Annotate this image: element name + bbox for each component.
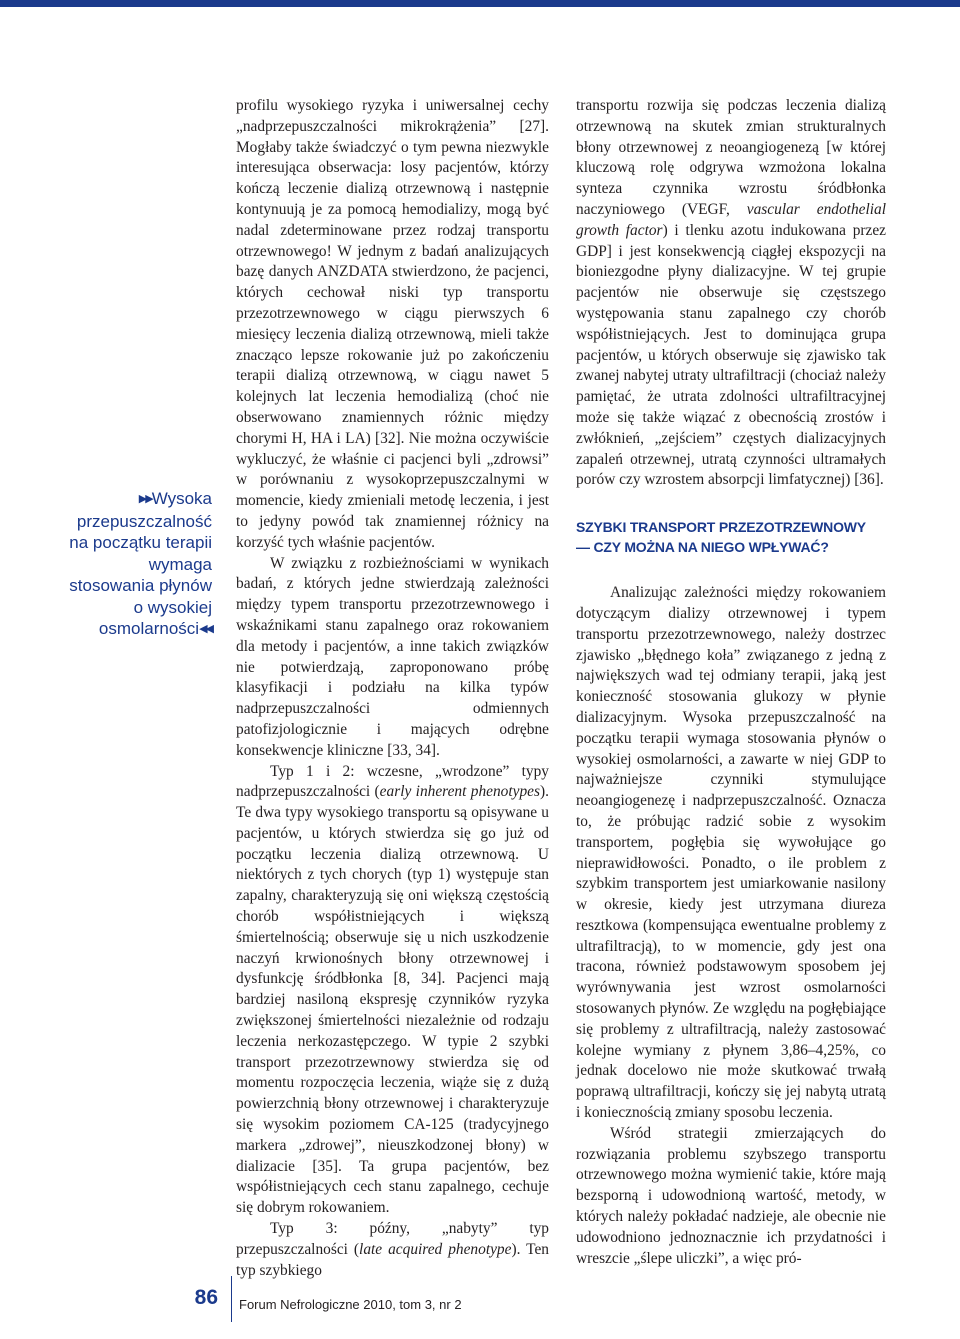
paragraph <box>236 762 549 1220</box>
paragraph: W związku z rozbieżnościami w wynikach badań, z których jedne stwierdzają zależności między typem transportu przezotrzewnowego i wskaźnikami stanu zapalnego oraz rokowaniem dla metody i pacjentów, a inne takich związków nie potwierdzają, zaproponowano próbę klasyfikacji i podziału na kilka typów nadprzepuszczalności odmiennych patofizjologicznie i mających odrębne konsekwencje kliniczne [33, 34]. <box>236 554 549 759</box>
pull-quote <box>60 488 212 641</box>
heading-line: — CZY MOŻNA NA NIEGO WPŁYWAĆ? <box>576 539 829 556</box>
section-heading <box>576 517 886 557</box>
footer-divider <box>231 1276 232 1322</box>
italic-term: vascular endothelial growth factor <box>576 200 887 239</box>
paragraph <box>576 96 886 491</box>
paragraph: Analizując zależności między rokowaniem dotyczącym dializy otrzewnowej i typem transportu przezotrzewnowego, należy dostrzec zjawisko „błędnego koła” związanego z jedną z największych wad tej odmiany terapii, jaką jest konieczność stosowania glukozy w płynie dializacyjnym. Wysoka przepuszczalność na początku terapii wymaga stosowania płynów o wysokiej osmolarności, a zawarte w niej GDP to najważniejsze czynniki stymulujące neoangiogenezę i nadprzepuszczalność. Oznacza to, że próbując radzić sobie z wysokim transportem, pogłębia się wywołujące go nieprawidłowości. Ponadto, o ile problem z szybkim transportem jest umiarkowanie nasilony w okresie, kiedy jest utrzymana diureza resztkowa (kompensująca ewentualne problemy z ultrafiltracją), to w momencie, gdy jest ona tracona, również podstawowym sposobem jej wyrównywania jest wzrost osmolarności stosowanych płynów. Ze względu na pogłębiające się problemy z ultrafiltracją, należy zastosować kolejne wymiany z płynem 3,86–4,25%, co jednak docelowo nie może skutkować trwałą poprawą ultrafiltracji, kończy się jej nabytą utratą i koniecznością zmiany sposobu leczenia. <box>576 584 886 1122</box>
paragraph <box>236 1219 549 1281</box>
text-run: ). Te dwa typy wysokiego transportu są opisywane u pacjentów, u których stwierdza się go już od początku leczenia dializą otrzewnową. U niektórych z tych chorych (typ 1) występuje stan zapalny, charakteryzują się oni większą częstością chorób współistniejących i większą śmiertelnością; obserwuje się u nich uszkodzenie naczyń krwionośnych błony otrzewnowej i dysfunkcję śródbłonka [8, 34]. Pacjenci mają bardziej nasiloną ekspresję czynników ryzyka zwiększonej śmiertelności niezależnie od rodzaju leczenia nerkozastępczego. W typie 2 szybki transport przezotrzewnowy stwierdza się od momentu rozpoczęcia leczenia, wiąże się z dużą powierzchnią błony otrzewnowej i charakteryzuje się wysokim poziomem CA-125 (tradycyjnego markera „zdrowej”, nieuszkodzonej błony) w dializacie [35]. Ta grupa pacjentów, bez współistniejących cech stanu zapalnego, cechuje się dobrym rokowaniem. <box>236 783 549 1217</box>
text-run: ). Ten typ szybkiego <box>236 1240 549 1279</box>
italic-term: late acquired phenotype <box>359 1240 512 1258</box>
page-number: 86 <box>194 1286 218 1309</box>
journal-citation: Forum Nefrologiczne 2010, tom 3, nr 2 <box>239 1297 462 1312</box>
paragraph: profilu wysokiego ryzyka i uniwersalnej cechy „nadprzepuszczalności mikrokrążenia” [27]. Mogłaby także świadczyć o tym pewna niezwykle interesująca obserwacja: losy pacjentów, którzy kończą leczenie dializą otrzewnową i następnie kontynuują je za pomocą hemodializy, mogą być nadal zdeterminowane przez rodzaj transportu otrzewnowego! W jednym z badań analizujących bazę danych ANZDATA stwierdzono, że pacjenci, których cechował niski typ transportu przezotrzewnowego w ciągu pierwszych 6 miesięcy leczenia dializą otrzewnową, mieli także znacząco lepsze rokowanie już po zakończeniu terapii dializą otrzewnową, w ciągu nawet 5 kolejnych lat leczenia hemodializą (choć nie obserwowano znamiennych różnic między chorymi H, HA i LA) [32]. Nie można oczywiście wykluczyć, że właśnie ci pacjenci byli „zdrowsi” w porównaniu z wysokoprzepuszczalnymi w momencie, kiedy zmieniali metodę leczenia, i jest to jedyny powód tak znamiennej różnicy na korzyść tych właśnie pacjentów. <box>236 97 549 551</box>
text-run: Typ 3: późny, „nabyty” typ przepuszczalności ( <box>236 1220 549 1258</box>
triangle-left-icon: ◀◀ <box>199 623 212 635</box>
text-column-left <box>236 96 549 1281</box>
paragraph: Wśród strategii zmierzających do rozwiązania problemu szybszego transportu otrzewnowego można wymienić takie, które mają bezsporną i udowodnioną wartość, metody, w których należy pokładać nadzieje, ale obecnie nie udowodniono jednoznacznie ich przydatności i wreszcie „ślepe uliczki”, a więc pró- <box>576 1124 886 1267</box>
italic-term: early inherent phenotypes <box>379 783 540 801</box>
text-run: transportu rozwija się podczas leczenia dializą otrzewnową na skutek zmian strukturalnych błony otrzewnowej z neoangiogenezą [w której kluczową rolę odgrywa wzmożona lokalna synteza czynnika wzrostu śródbłonka naczyniowego (VEGF, <box>576 97 886 218</box>
triangle-right-icon: ▶▶ <box>138 493 152 505</box>
pull-quote-text: Wysoka przepuszczalność na początku terapii wymaga stosowania płynów o wysokiej osmolarności <box>69 489 212 638</box>
text-column-right <box>576 96 886 1269</box>
text-run: ) i tlenku azotu indukowana przez GDP] i jest konsekwencją ciągłej ekspozycji na bioniezgodne płyny dializacyjne. W tej grupie pacjentów nie obserwuje się częstszego występowania stanu zapalnego czy chorób współistniejących. Jest to dominująca grupa pacjentów, u których obserwuje się zjawisko tak zwanej nabytej utraty ultrafiltracji (chociaż należy pamiętać, że utrata zdolności ultrafiltracyjnej może się także wiązać z obecnością zrostów i zwłóknień, „zejściem” częstych dializacyjnych zapaleń otrzewnej, utratą czynności ultramałych porów czy wzrostem absorpcji limfatycznej) [36]. <box>576 221 887 489</box>
text-run: Typ 1 i 2: wczesne, „wrodzone” typy nadprzepuszczalności ( <box>236 762 549 801</box>
top-accent-bar <box>0 0 960 7</box>
heading-line: SZYBKI TRANSPORT PRZEZOTRZEWNOWY <box>576 519 866 536</box>
